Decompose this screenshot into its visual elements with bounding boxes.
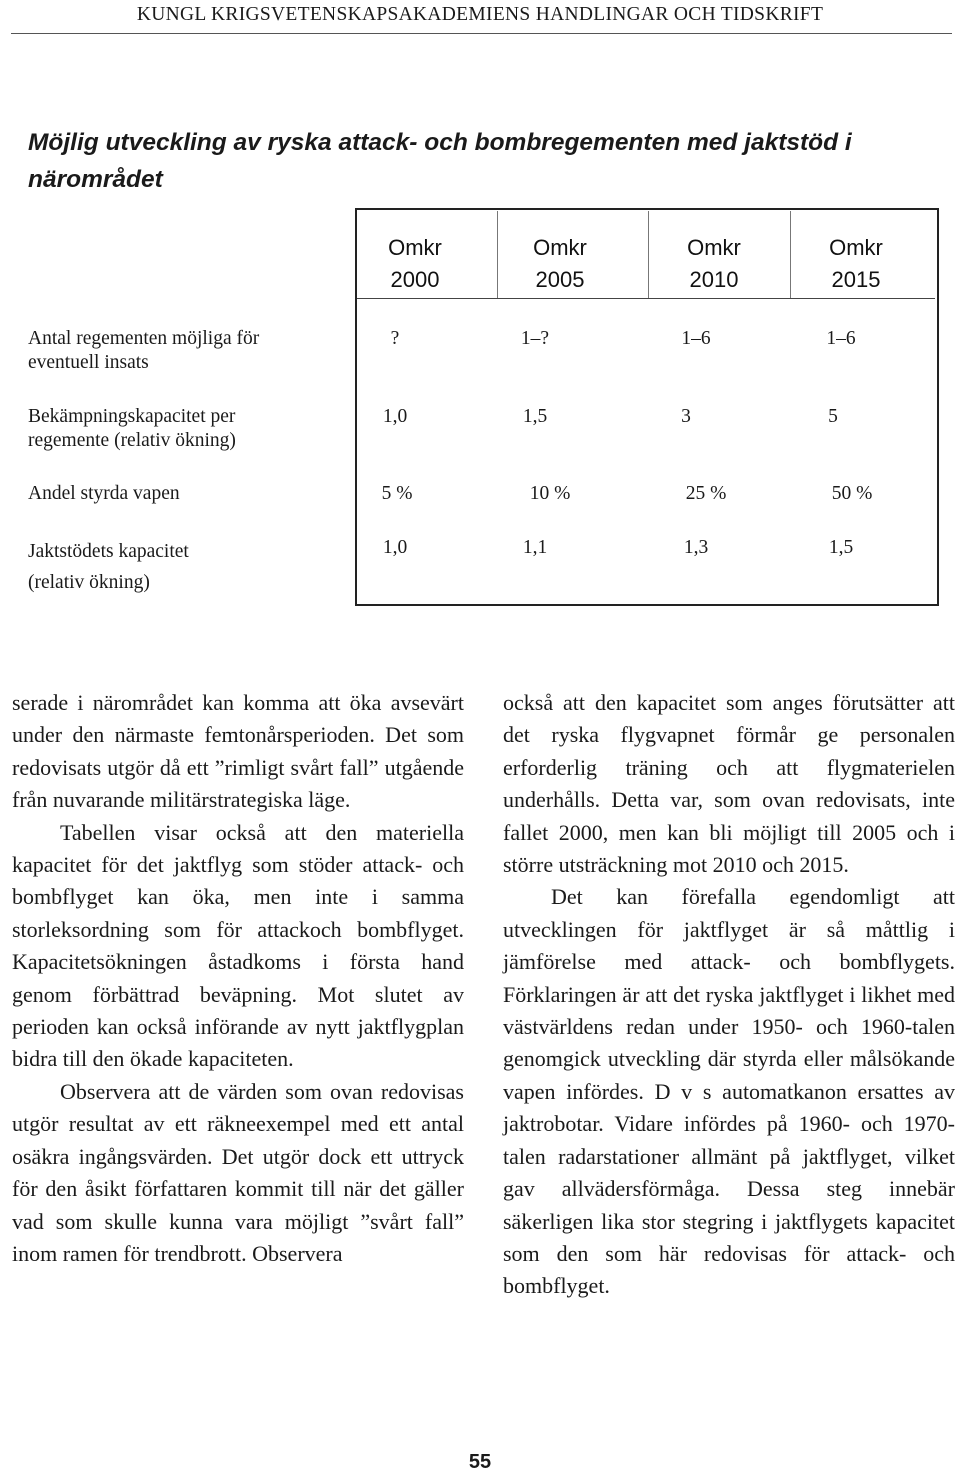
header-rule	[11, 33, 952, 34]
figure-title-line-2: närområdet	[28, 166, 163, 193]
table-cell: 1,5	[522, 406, 548, 427]
table-cell: 3	[681, 406, 691, 427]
header-divider	[357, 298, 935, 299]
column-header-2015: Omkr 2015	[829, 235, 883, 292]
column-header-2010: Omkr 2010	[687, 235, 741, 292]
body-text-left-column	[12, 687, 464, 1270]
journal-header: KUNGL KRIGSVETENSKAPSAKADEMIENS HANDLINGAR OCH TIDSKRIFT	[136, 4, 824, 25]
table-cell: 1–6	[826, 328, 856, 349]
body-text-right-column	[503, 687, 955, 1303]
table-cell: 50 %	[831, 483, 873, 504]
table-cell: 1,0	[382, 537, 408, 558]
column-header-2000: Omkr 2000	[388, 235, 442, 292]
column-header-2005: Omkr 2005	[533, 235, 587, 292]
figure-title	[28, 124, 948, 198]
figure-title-line-1: Möjlig utveckling av ryska attack- och bombregementen med jaktstöd i	[28, 129, 852, 156]
row-label-regementen: Antal regementen möjliga för eventuell insats	[28, 328, 260, 373]
table-cell: ?	[390, 328, 400, 349]
table-cell: 10 %	[529, 483, 571, 504]
paragraph: serade i närområdet kan komma att öka avsevärt under den närmaste femtonårsperioden. Det som redovisats utgör då ett ”rimligt svårt fall” utgående från nuvarande militärstrategiska läge.	[12, 690, 464, 813]
table-cell: 1,1	[522, 537, 548, 558]
table-cell: 25 %	[685, 483, 727, 504]
table-cell: 1,5	[828, 537, 854, 558]
table-cell: 5	[828, 406, 838, 427]
table-cell: 1–?	[520, 328, 550, 349]
paragraph: Observera att de värden som ovan redovisas utgör resultat av ett räkneexempel med ett antal osäkra ingångsvärden. Det utgör dock ett uttryck för den åsikt författaren kommit till när det gäller vad som skulle kunna vara möjligt ”svårt fall” inom ramen för trendbrott. Observera	[12, 1078, 464, 1266]
table-cell: 1,0	[382, 406, 408, 427]
paragraph: också att den kapacitet som anges förutsätter att det ryska flygvapnet förmår ge personalen erforderlig träning och att flygmaterielen underhålls. Detta var, som ovan redovisats, inte fallet 2000, men kan bli möjligt till 2005 och i större utsträckning mot 2010 och 2015.	[503, 690, 955, 878]
page-number: 55	[468, 1451, 492, 1473]
table-cell: 1,3	[683, 537, 709, 558]
table-cell: 5 %	[381, 483, 413, 504]
row-label-bekampningskapacitet: Bekämpningskapacitet per regemente (relativ ökning)	[28, 406, 236, 451]
paragraph: Tabellen visar också att den materiella kapacitet för det jaktflyg som stöder attack- och bombflyget kan öka, men inte i samma storleksordning som för attackoch bombflyget. Kapacitetsökningen åstadkoms i första hand genom förbättrad beväpning. Mot slutet av perioden kan också införande av nytt jaktflygplan bidra till den ökade kapaciteten.	[12, 819, 464, 1072]
row-label-jaktstodets-kapacitet: Jaktstödets kapacitet (relativ ökning)	[28, 541, 189, 593]
row-label-andel-styrda-vapen: Andel styrda vapen	[28, 483, 180, 504]
paragraph: Det kan förefalla egendomligt att utvecklingen för jaktflyget är så måttlig i jämförelse med attack- och bombflygets. Förklaringen är att det ryska jaktflyget i likhet med västvärldens redan under 1950- och 1960-talen genomgick utveckling där styrda eller målsökande vapen infördes. D v s automatkanon ersattes av jaktrobotar. Vidare infördes på 1960- och 1970-talen radarstationer allmänt på jaktflyget, vilket gav allvädersförmåga. Dessa steg innebär säkerligen lika stor stegring i jaktflygets kapacitet som den som här redovisas för attack- och bombflyget.	[503, 884, 955, 1299]
table-cell: 1–6	[681, 328, 711, 349]
